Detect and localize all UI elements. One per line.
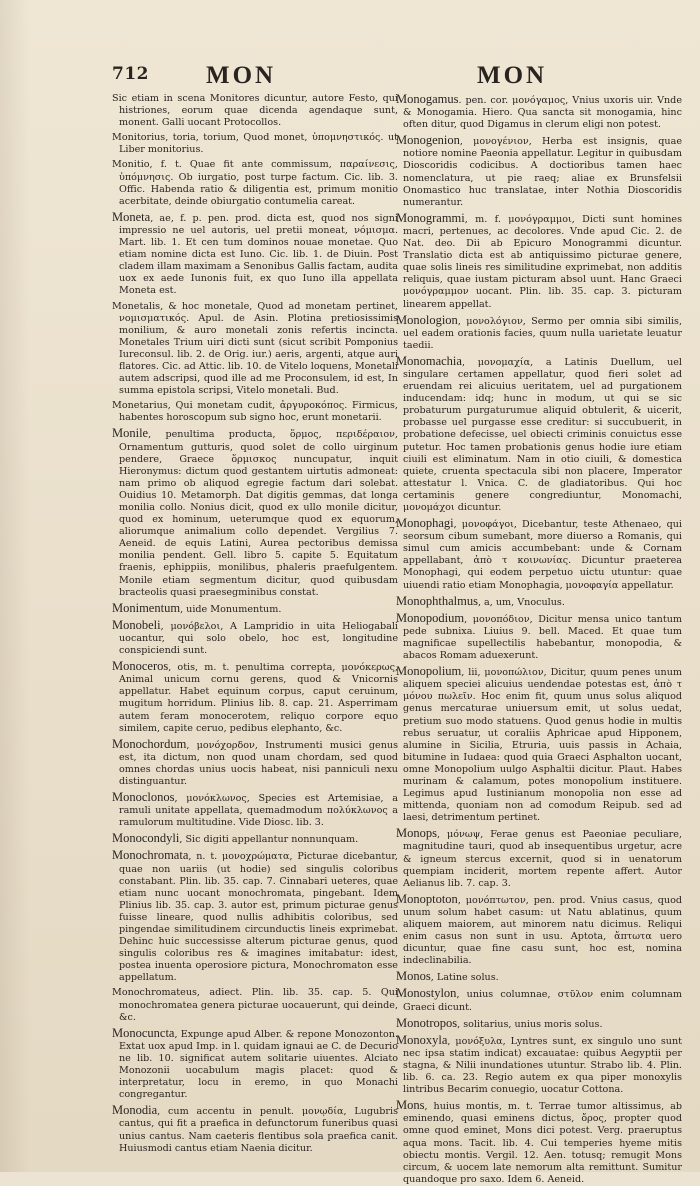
dictionary-entry <box>112 738 398 788</box>
dictionary-entry <box>112 301 398 398</box>
dictionary-entry <box>112 602 398 616</box>
entry-text: , unius columnae, στῦλον enim columnam Graeci dicunt. <box>403 989 682 1013</box>
entry-headword: Monochordum <box>112 736 187 751</box>
entry-headword: Monodia <box>112 1103 158 1118</box>
entry-headword: Moneta <box>112 209 151 224</box>
entry-headword: Monoptoton <box>396 891 458 906</box>
entry-text: , cum accentu in penult. μονῳδία, Lugubris cantus, qui fit a praefica in defunctorum funeribus quasi unius cantus. Nam caeteris flentibus sola praefica canit. Huiusmodi cantus etiam Naenia dicitur. <box>119 1106 398 1154</box>
entry-headword: Monogrammi <box>396 210 465 225</box>
entry-text: Monitorius, toria, torium, Quod monet, ὑπομνηστικός. ut Liber monitorius. <box>112 132 398 156</box>
dictionary-entry <box>112 832 398 846</box>
entry-text: Monetarius, Qui monetam cudit, ἀργυροκόπος. Firmicus, habentes horoscopum sub signo hoc, erunt monetarii. <box>112 400 398 424</box>
entry-text: , μονολόγιον, Sermo per omnia sibi similis, uel eadem orationis facies, quum nulla uarietate leuatur taedii. <box>403 315 682 351</box>
dictionary-entry <box>396 665 682 824</box>
dictionary-entry <box>396 93 682 131</box>
entry-text: , μονομαχία, a Latinis Duellum, uel singulare certamen appellatur, quod fieri solet ad eruendam rei alicuius ueritatem, uel ad purgationem inducendam: idq; hunc in modum, ut qui se sic probaturum purgaturumue aliquid obtulerit, & uicerit, probasse uel purgasse esse creditur: si succubuerit, in probatione defecisse, uel obiecti criminis conuictus esse putetur. Hoc tamen probationis genus hodie iure etiam ciuili est eliminatum. Nam in otio ciuili, & domestica quiete, cruenta spectacula sibi non placere, Imperator attestatur l. Vnica. C. de gladiatoribus. Qui hoc certaminis genere congrediuntur, Monomachi, μονομάχοι dicuntur. <box>403 356 682 513</box>
dictionary-entry <box>396 595 682 609</box>
dictionary-entry <box>112 791 398 829</box>
dictionary-entry <box>396 893 682 968</box>
entry-text: Monetalis, & hoc monetale, Quod ad monetam pertinet, νομισματικός. Apul. de Asin. Plotina pretiosissimis monilium, & auro monetali zonis refertis incincta. Monetales Trium uiri dicti sunt (sicut scribit Pomponius Iureconsul. lib. 2. de Orig. iur.) aeris, argenti, atque auri flatores. Cic. ad Attic. lib. 10. de Vitelo loquens, Monetali autem adscripsi, quod ille ad me Proconsulem, id est, In summa epistola scripsi, Vitelo monetali. Bud. <box>112 300 398 397</box>
entry-headword: Monophagi <box>396 516 454 531</box>
entry-text: , ae, f. p. pen. prod. dicta est, quod nos signi impressio ne uel autoris, uel pretii moneat, νόμισμα. Mart. lib. 1. Et cen tum dominos nouae monetae. Quo etiam nomine dicta est Iuno. Cic. lib. 1. de Diuin. Post cladem illam maximam a Senonibus Gallis factam, audita uox ex aede Iunonis fuit, ex quo Iuno illa appellata Moneta est. <box>119 212 398 297</box>
entry-headword: Monoxyla <box>396 1032 448 1047</box>
entry-text: , μονόχορδον, Instrumenti musici genus est, ita dictum, non quod unam chordam, sed quod omnes chordas unius uocis habeat, nisi panniculi nexu distinguantur. <box>119 739 398 787</box>
dictionary-entry <box>112 1104 398 1154</box>
entry-headword: Monile <box>112 426 149 441</box>
entry-headword: Monopodium <box>396 610 465 625</box>
entry-text: , μόνωψ, Ferae genus est Paeoniae peculiare, magnitudine tauri, quod ab insequentibus urgetur, acre & igneum stercus excernit, quod si in uenatorum quempiam inciderit, mortem repente affert. Autor Aelianus lib. 7. cap. 3. <box>403 829 682 889</box>
entry-text: , μονοφάγοι, Dicebantur, teste Athenaeo, qui seorsum cibum sumebant, more diuerso a Romanis, qui simul cum amicis accumbebant: unde & Cornam appellabant, ἀπὸ τ κοινωνίας. Dicuntur praeterea Monophagi, qui eodem perpetuo uictu utuntur: quae uiuendi ratio etiam Monophagia, μονοφαγία appellatur. <box>403 519 682 591</box>
left-column <box>112 93 398 1154</box>
entry-text: Monitio, f. t. Quae fit ante commissum, παραίνεσις, ὑπόμνησις. Ob iurgatio, post turpe factum. Cic. lib. 3. Offic. Habenda ratio & diligentia est, primum monitio acerbitate, deinde obiurgatio contumelia careat. <box>112 159 398 207</box>
entry-text: , μονογένιον, Herba est insignis, quae notiore nomine Paeonia appellatur. Legitur in quibusdam Dioscoridis codicibus. A doctioribus tamen haec nomenclatura, ut pie raeq; aliae ex Brunsfelsii Onomastico huc translatae, inter Nothia Dioscoridis numerantur. <box>403 136 682 208</box>
entry-headword: Monobeli <box>112 617 161 632</box>
dictionary-entry <box>396 1099 682 1186</box>
entry-text: , Expunge apud Alber. & repone Monozonton. Extat uox apud Imp. in l. quidam ignaui ae C. de Decurio ne lib. 10. significat autem solitarie uiuentes. Alciato Monozonii uocabulum magis placet: quod & interpretatur, locu in eremo, in quo Monachi congregantur. <box>119 1028 398 1101</box>
entry-headword: Monos <box>396 969 431 984</box>
right-running-head: MON <box>477 62 548 89</box>
dictionary-entry <box>396 1017 682 1031</box>
entry-text: . pen. cor. μονόγαμος, Vnius uxoris uir. Vnde & Monogamia. Hiero. Qua sancta sit monogamia, hinc often ditur, quod Digamus in clerum eligi non potest. <box>403 95 682 131</box>
right-column <box>396 92 682 1185</box>
dictionary-entry <box>396 517 682 592</box>
entry-text: , μονόκλωνος, Species est Artemisiae, a ramuli unitate appellata, quemadmodum πολύκλωνος a ramulorum multitudine. Vide Diosc. lib. 3. <box>119 793 398 829</box>
entry-text: , μονοπόδιον, Dicitur mensa unico tantum pede subnixa. Liuius 9. bell. Maced. Et quae tum magnificae supellectilis habebantur, monopodia, & abacos Romam aduexerunt. <box>403 613 682 662</box>
entry-headword: Monologion <box>396 312 458 327</box>
dictionary-entry <box>112 211 398 298</box>
dictionary-entry <box>112 93 398 129</box>
dictionary-entry <box>396 355 682 514</box>
entry-headword: Monimentum <box>112 600 181 615</box>
entry-headword: Monogenion <box>396 133 460 148</box>
entry-headword: Mons <box>396 1098 425 1113</box>
entry-text: , uide Monumentum. <box>180 603 282 615</box>
entry-text: , n. t. μονοχρώματα, Picturae dicebantur, quae non uariis (ut hodie) sed singulis coloribus constabant. Plin. lib. 35. cap. 7. Cinnabari ueteres, quae etiam nunc uocant monochromata, pingebant. Idem Plinius lib. 35. cap. 3. autor est, primum picturae genus fuisse lineare, quod nullis adhibitis coloribus, sed pingendae similitudinem circunductis lineis exprimebat. Dehinc huic successisse alterum picturae genus, quod singulis coloribus res & imagines imitabatur: idest, postea inuenta operosiore pictura, Monochromaton esse appellatum. <box>119 851 398 984</box>
dictionary-entry <box>112 159 398 207</box>
entry-headword: Monocuncta <box>112 1025 175 1040</box>
entry-text: , huius montis, m. t. Terrae tumor altissimus, ab eminendo, quasi eminens dictus, ὄρος, propter quod omne quod eminet, Mons dici potest. Verg. praeruptus aqua mons. Tacit. lib. 4. Cui temperies hyeme mitis obiectu montis. Vergil. 12. Aen. totusq; remugit Mons circum, & uocem late nemorum alta remittunt. Sumitur quandoque pro saxo. Idem 6. Aeneid. <box>403 1101 682 1185</box>
entry-headword: Monocondyli <box>112 831 180 846</box>
entry-headword: Monoclonos <box>112 790 175 805</box>
dictionary-entry <box>112 427 398 598</box>
page-number: 712 <box>112 64 149 84</box>
entry-headword: Monops <box>396 826 437 841</box>
page-header <box>0 62 700 94</box>
entry-headword: Monochromata <box>112 848 189 863</box>
entry-text: Monochromateus, adiect. Plin. lib. 35. cap. 5. Qui monochromatea genera picturae uocauerunt, qui deinde, &c. <box>112 987 398 1023</box>
entry-text: , μονόβελοι, A Lampridio in uita Heliogabali uocantur, qui solo obelo, hoc est, longitudine conspiciendi sunt. <box>119 620 398 657</box>
entry-headword: Monomachia <box>396 353 462 368</box>
dictionary-entry <box>396 827 682 889</box>
left-running-head: MON <box>206 62 277 89</box>
dictionary-entry <box>112 400 398 424</box>
dictionary-entry <box>396 134 682 209</box>
dictionary-entry <box>112 619 398 657</box>
dictionary-entry <box>396 1034 682 1096</box>
entry-text: , a, um, Vnoculus. <box>477 596 565 608</box>
entry-text: , Sic digiti appellantur nonnunquam. <box>179 834 359 846</box>
dictionary-entry <box>112 987 398 1023</box>
entry-text: , μονόπτωτον, pen. prod. Vnius casus, quod unum solum habet casum: ut Natu ablatinus, quum aliquem maiorem, aut minorem natu dicimus. Reliqui enim casus non sunt in usu. Aptota, ἄπτωτα uero dicuntur, quae fine casu sunt, hoc est, nomina indeclinabilia. <box>403 894 682 967</box>
entry-headword: Monogamus <box>396 92 459 106</box>
dictionary-entry <box>396 314 682 352</box>
entry-text: , lii, μονοπώλιον, Dicitur, quum penes unum aliquem speciei alicuius uendendae potestas est, ἀπὸ τ μόνου πωλεῖν. Hoc enim fit, quum unus solus aliquod genus mercaturae uniuersum emit, ut solus uedat, pretium suo modo statuens. Quod genus hodie in multis rebus seruatur, ut coraliis Aphricae apud Hipponem, alumine in Sicilia, Etruria, uuis passis in Achaia, bitumine in Iudaea: quod quia Graeci Asphalton uocant, omne Monopolium uulgo Asphaltii dicitur. Plaut. Habes murinam & calamum, potes monopolium instituere. Legimus apud Iustinianum monopolia non esse ad mittenda, quoniam non ad comodum Reipub. sed ad laesi, detrimentum pertinet. <box>403 667 682 824</box>
dictionary-entry <box>396 212 682 311</box>
entry-headword: Monopolium <box>396 664 462 679</box>
entry-headword: Monophthalmus <box>396 593 478 608</box>
entry-text: , Latine solus. <box>430 972 499 984</box>
dictionary-entry <box>396 612 682 662</box>
dictionary-entry <box>112 1027 398 1102</box>
entry-text: , μονόξυλα, Lyntres sunt, ex singulo uno sunt nec ipsa statim indicat) excauatae: quibus Aegyptii per stagna, & Nilii inundationes utuntur. Strabo lib. 4. Plin. lib. 6. ca. 23. Regio autem ex qua piper monoxylis lintribus Becarim conuegio, uocatur Cottona. <box>403 1035 682 1096</box>
entry-headword: Monoceros <box>112 659 169 674</box>
entry-text: , m. f. μονόγραμμοι, Dicti sunt homines macri, pertenues, ac decolores. Vnde apud Cic. 2. de Nat. deo. Dii ab Epicuro Monogrammi dicuntur. Translatio dicta est ab antiquissimo picturae genere, quae solis lineis res similitudine exprimebat, non additis reliquis, quae iustam picturam absol uunt. Hanc Graeci μονόγραμμον uocant. Plin. lib. 35. cap. 3. picturam linearem appellat. <box>403 213 682 310</box>
dictionary-entry <box>396 987 682 1013</box>
gutter-shadow <box>0 0 30 1172</box>
entry-text: , otis, m. t. penultima correpta, μονόκερως, Animal unicum cornu gerens, quod & Vnicornis appellatur. Habet equinum corpus, caput ceruinum, mugitum horridum. Plinius lib. 8. cap. 21. Asperrimam autem feram monocerotem, reliquo corpore equo similem, capite ceruo, pedibus elephanto, &c. <box>119 662 398 734</box>
dictionary-entry <box>112 660 398 735</box>
dictionary-entry <box>112 132 398 156</box>
entry-headword: Monostylon <box>396 986 457 1001</box>
entry-text: Sic etiam in scena Monitores dicuntur, autore Festo, qui histriones, eorum quae dicenda agendaque sunt, monent. Galli uocant Protocollos. <box>112 93 398 129</box>
dictionary-entry <box>112 849 398 984</box>
dictionary-entry <box>396 970 682 984</box>
entry-text: , penultima producta, ὅρμος, περιδέραιον, Ornamentum gutturis, quod solet de collo uirginum pendere, Graece ὅρμισκος nuncupatur, inquit Hieronymus: dictum quod gestantem uirtutis admoneat: nam primo ob aliquod egregie factum dari solebat. Ouidius 10. Metamorph. Dat digitis gemmas, dat longa monilia collo. Nonius dicit, quod ex ullo monile dicitur, quod ex hominum, ueterumque quod ex equorum, aliorumque animalium collo dependet. Vergilius 7. Aeneid. de equis Latini, Aurea pectoribus demissa monilia pendent. Gell. libro 5. capite 5. Equitatum fraenis, ephippiis, monilibus, phaleris praefulgentem. Monile etiam segmentum dicitur, quod quibusdam bracteolis quasi praesegminibus constat. <box>119 429 398 598</box>
entry-text: , solitarius, unius moris solus. <box>457 1018 603 1030</box>
entry-headword: Monotropos <box>396 1015 458 1030</box>
